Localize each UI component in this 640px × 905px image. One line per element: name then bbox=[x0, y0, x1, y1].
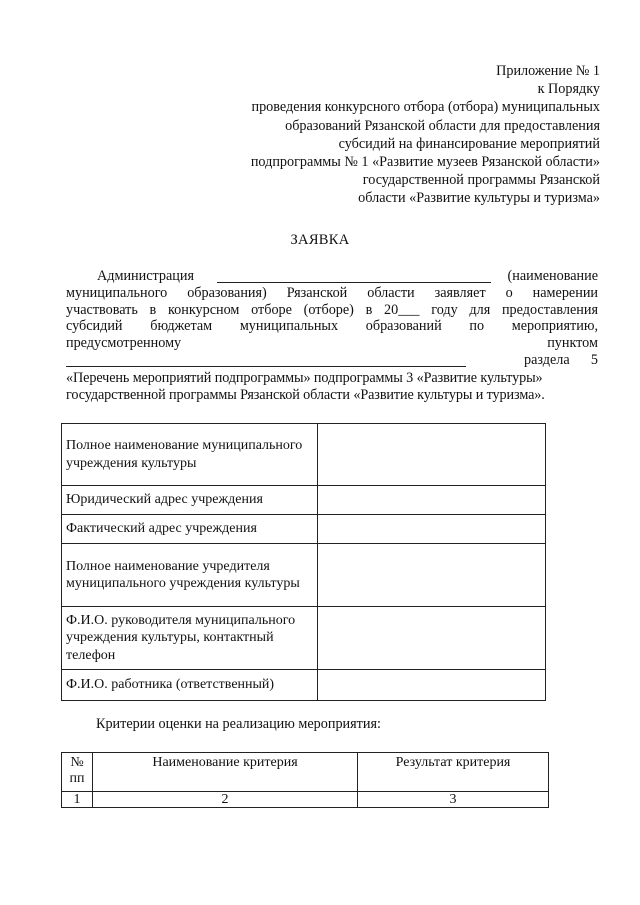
appendix-line: Приложение № 1 bbox=[496, 63, 600, 79]
row-label: Юридический адрес учреждения bbox=[62, 486, 318, 515]
appendix-header bbox=[210, 62, 600, 208]
point-word: пунктом bbox=[547, 335, 598, 352]
table-row bbox=[62, 486, 546, 515]
name-hint: (наименование bbox=[507, 268, 598, 284]
appendix-line: к Порядку bbox=[537, 81, 600, 98]
appendix-line: проведения конкурсного отбора (отбора) муниципальных bbox=[251, 99, 600, 116]
row-label: Фактический адрес учреждения bbox=[62, 515, 318, 544]
appendix-line: образований Рязанской области для предоставления bbox=[285, 117, 600, 134]
application-line-4: субсидий бюджетам муниципальных образований по мероприятию, bbox=[66, 318, 598, 335]
administration-word: Администрация bbox=[97, 268, 194, 284]
row-label: Ф.И.О. руководителя муниципального учреждения культуры, контактный телефон bbox=[62, 607, 318, 670]
appendix-line: подпрограммы № 1 «Развитие музеев Рязанской области» bbox=[250, 154, 600, 171]
criteria-table bbox=[61, 752, 549, 808]
table-row bbox=[62, 670, 546, 701]
row-value-cell[interactable] bbox=[318, 607, 546, 670]
table-row bbox=[62, 544, 546, 607]
table-row bbox=[62, 424, 546, 486]
header-criterion-result: Результат критерия bbox=[358, 753, 549, 792]
row-label: Полное наименование учредителя муниципального учреждения культуры bbox=[62, 544, 318, 607]
appendix-line: субсидий на финансирование мероприятий bbox=[338, 135, 600, 152]
criteria-header-row bbox=[62, 753, 549, 792]
appendix-line: области «Развитие культуры и туризма» bbox=[358, 190, 600, 207]
document-title: ЗАЯВКА bbox=[290, 232, 350, 248]
appendix-line: государственной программы Рязанской bbox=[362, 172, 600, 189]
col-number-1: 1 bbox=[62, 792, 93, 808]
institution-info-table bbox=[61, 423, 546, 701]
application-line-8: государственной программы Рязанской области «Развитие культуры и туризма». bbox=[66, 386, 545, 403]
criteria-numbering-row bbox=[62, 792, 549, 808]
table-row bbox=[62, 515, 546, 544]
application-paragraph bbox=[66, 268, 598, 403]
row-value-cell[interactable] bbox=[318, 424, 546, 486]
row-value-cell[interactable] bbox=[318, 670, 546, 701]
row-value-cell[interactable] bbox=[318, 515, 546, 544]
provided-word: предусмотренному bbox=[66, 335, 182, 352]
row-value-cell[interactable] bbox=[318, 486, 546, 515]
table-row bbox=[62, 607, 546, 670]
application-line-5 bbox=[66, 335, 598, 352]
col-number-2: 2 bbox=[93, 792, 358, 808]
col-number-3: 3 bbox=[358, 792, 549, 808]
application-line-6 bbox=[66, 352, 598, 369]
criteria-caption: Критерии оценки на реализацию мероприятия: bbox=[96, 716, 381, 732]
municipality-name-blank[interactable] bbox=[217, 268, 491, 283]
section-word: раздела 5 bbox=[523, 351, 598, 368]
application-line-1 bbox=[66, 268, 598, 285]
application-line-2: муниципального образования) Рязанской области заявляет о намерении bbox=[66, 284, 598, 301]
header-criterion-name: Наименование критерия bbox=[93, 753, 358, 792]
event-name-blank[interactable] bbox=[66, 352, 466, 367]
application-line-7: «Перечень мероприятий подпрограммы» подпрограммы 3 «Развитие культуры» bbox=[66, 369, 543, 386]
application-line-3: участвовать в конкурсном отборе (отборе) в 20___ году для предоставления bbox=[66, 301, 598, 318]
row-value-cell[interactable] bbox=[318, 544, 546, 607]
row-label: Полное наименование муниципального учреждения культуры bbox=[62, 424, 318, 486]
header-num: № пп bbox=[62, 753, 93, 792]
row-label: Ф.И.О. работника (ответственный) bbox=[62, 670, 318, 701]
